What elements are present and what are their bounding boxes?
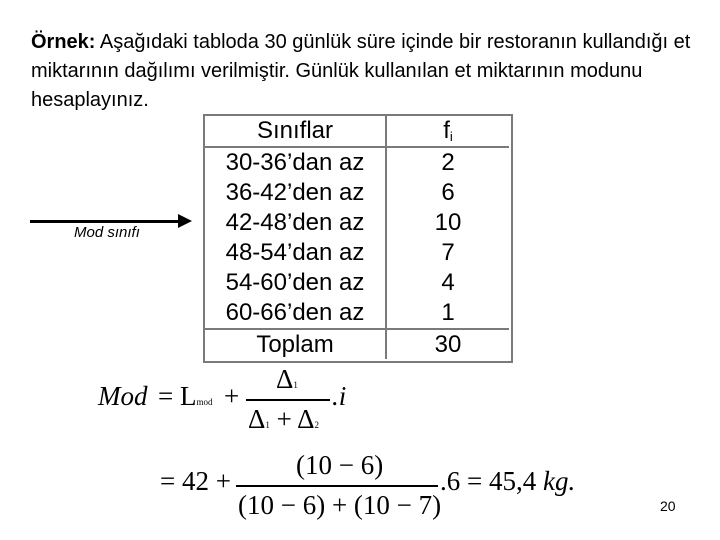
example-text	[31, 28, 691, 115]
formula1-plus: +	[224, 381, 240, 411]
formula1-den-delta1: Δ	[248, 404, 266, 434]
table-row-class: 30-36’dan az	[225, 149, 365, 176]
table-row-frequency: 10	[434, 209, 462, 236]
formula1-eq	[158, 381, 213, 412]
total-value: 30	[434, 331, 462, 358]
example-label: Örnek:	[31, 31, 96, 53]
formula2-result: .6 = 45,4	[440, 466, 537, 496]
table-row-frequency: 1	[441, 299, 455, 326]
formula1-tail: .i	[332, 381, 347, 411]
formula1-l-sub: mod	[196, 397, 213, 407]
frequency-table	[203, 114, 513, 363]
formula1-numerator	[276, 364, 298, 395]
formula1-den-delta2: + Δ	[276, 404, 315, 434]
table-row-class: 54-60’den az	[225, 269, 365, 296]
table-row-frequency: 7	[441, 239, 455, 266]
header-frequency-main: f	[443, 117, 450, 144]
table-row-class: 48-54’dan az	[225, 239, 365, 266]
table-row-frequency: 4	[441, 269, 455, 296]
arrow-head-icon	[178, 214, 192, 228]
example-body: Aşağıdaki tabloda 30 günlük süre içinde bir restoranın kullandığı et miktarının dağılımı verilmiştir. Günlük kullanılan et miktarının modunu hesaplayınız.	[31, 31, 691, 111]
formula1-fraction-bar	[246, 399, 330, 401]
formula2-denominator: (10 − 6) + (10 − 7)	[238, 490, 442, 520]
formula2-lead: = 42 +	[160, 466, 231, 496]
table-row-frequency: 6	[441, 179, 455, 206]
mode-class-label: Mod sınıfı	[74, 224, 140, 241]
formula1-eq-text: = L	[158, 381, 197, 411]
table-row-class: 60-66’den az	[225, 299, 365, 326]
formula1-lhs: Mod	[98, 381, 148, 411]
formula1-num-sub: 1	[293, 380, 298, 390]
formula2-fraction-bar	[236, 485, 438, 487]
formula1-den-sub2: 2	[314, 420, 319, 430]
formula2-numerator: (10 − 6)	[296, 450, 384, 480]
total-label: Toplam	[256, 331, 334, 358]
formula2-unit: kg.	[542, 466, 576, 496]
formula1-denominator	[248, 404, 319, 435]
mode-class-arrow	[30, 220, 180, 223]
formula1-den-sub1: 1	[265, 420, 270, 430]
formula2-tail	[440, 466, 575, 497]
table-row-class: 36-42’den az	[225, 179, 365, 206]
page-number: 20	[660, 498, 676, 514]
header-frequency-sub: i	[449, 129, 453, 144]
header-frequency	[387, 116, 509, 152]
table-row-class: 42-48’den az	[225, 209, 365, 236]
table-row-frequency: 2	[441, 149, 455, 176]
formula1-num-delta: Δ	[276, 364, 294, 394]
header-classes: Sınıflar	[256, 117, 334, 144]
